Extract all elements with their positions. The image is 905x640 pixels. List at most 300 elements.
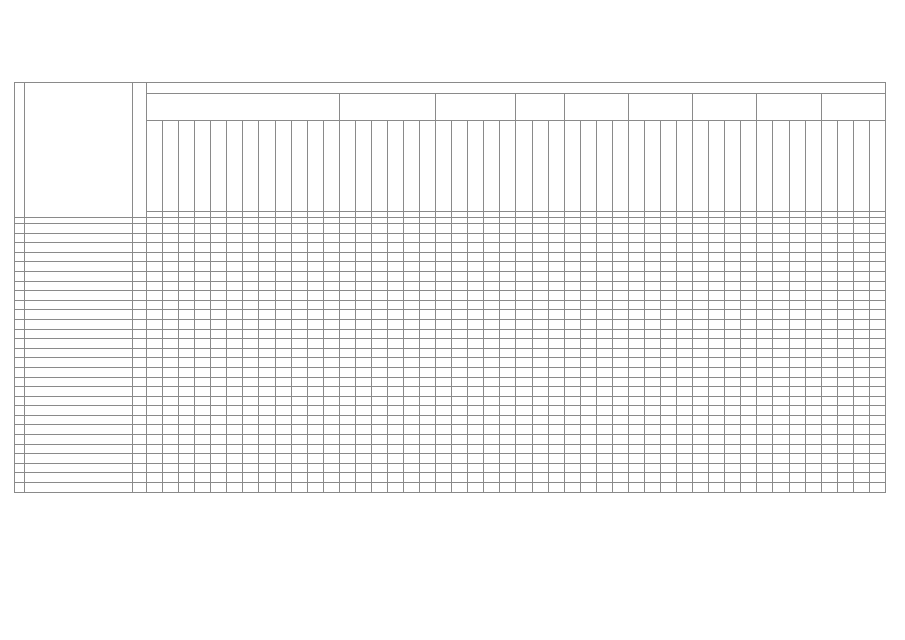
table-cell [339, 224, 355, 234]
table-cell [564, 473, 580, 483]
table-cell [548, 310, 564, 320]
table-cell [757, 281, 773, 291]
table-cell [677, 444, 693, 454]
row-code [133, 387, 147, 397]
table-cell [693, 262, 709, 272]
table-cell [837, 329, 853, 339]
table-cell [404, 262, 420, 272]
table-cell [821, 473, 837, 483]
table-cell [869, 224, 885, 234]
table-cell [500, 291, 516, 301]
table-cell [339, 367, 355, 377]
table-cell [693, 291, 709, 301]
column-header [741, 121, 757, 212]
table-cell [436, 281, 452, 291]
table-cell [452, 348, 468, 358]
table-cell [307, 310, 323, 320]
table-cell [195, 319, 211, 329]
table-cell [580, 435, 596, 445]
table-cell [179, 310, 195, 320]
table-cell [387, 358, 403, 368]
table-cell [805, 435, 821, 445]
table-cell [275, 348, 291, 358]
row-label [25, 281, 133, 291]
table-cell [644, 377, 660, 387]
table-cell [709, 329, 725, 339]
table-cell [693, 348, 709, 358]
table-cell [404, 387, 420, 397]
table-cell [404, 367, 420, 377]
table-cell [821, 483, 837, 493]
table-cell [612, 281, 628, 291]
table-cell [323, 463, 339, 473]
table-cell [596, 252, 612, 262]
table-cell [821, 243, 837, 253]
table-cell [147, 291, 163, 301]
table-cell [612, 425, 628, 435]
table-cell [661, 377, 677, 387]
table-cell [243, 396, 259, 406]
table-cell [564, 387, 580, 397]
table-cell [452, 463, 468, 473]
row-code [133, 415, 147, 425]
table-cell [869, 425, 885, 435]
table-cell [644, 367, 660, 377]
table-cell [709, 415, 725, 425]
table-cell [869, 329, 885, 339]
table-cell [564, 300, 580, 310]
table-cell [307, 252, 323, 262]
table-cell [564, 252, 580, 262]
table-cell [805, 348, 821, 358]
table-cell [789, 454, 805, 464]
table-cell [773, 435, 789, 445]
table-cell [596, 348, 612, 358]
table-cell [709, 367, 725, 377]
column-header [580, 121, 596, 212]
table-cell [580, 367, 596, 377]
table-cell [677, 367, 693, 377]
table-cell [291, 300, 307, 310]
table-cell [741, 367, 757, 377]
table-cell [644, 425, 660, 435]
row-label [25, 271, 133, 281]
table-cell [307, 262, 323, 272]
table-cell [725, 348, 741, 358]
table-cell [243, 367, 259, 377]
table-cell [789, 252, 805, 262]
table-cell [436, 463, 452, 473]
table-cell [387, 233, 403, 243]
data-table [14, 82, 886, 493]
table-cell [227, 377, 243, 387]
table-cell [564, 396, 580, 406]
table-cell [709, 348, 725, 358]
table-cell [821, 262, 837, 272]
table-cell [500, 415, 516, 425]
table-cell [323, 483, 339, 493]
table-cell [500, 425, 516, 435]
table-cell [307, 271, 323, 281]
column-header [387, 121, 403, 212]
table-cell [564, 224, 580, 234]
table-cell [339, 435, 355, 445]
table-cell [789, 358, 805, 368]
table-cell [195, 233, 211, 243]
table-cell [484, 444, 500, 454]
table-cell [564, 339, 580, 349]
table-cell [339, 252, 355, 262]
table-cell [725, 367, 741, 377]
table-cell [837, 358, 853, 368]
table-cell [580, 310, 596, 320]
table-cell [869, 291, 885, 301]
table-cell [243, 291, 259, 301]
table-cell [291, 224, 307, 234]
table-cell [644, 358, 660, 368]
table-cell [869, 463, 885, 473]
table-cell [516, 271, 532, 281]
table-cell [500, 252, 516, 262]
table-row [15, 224, 886, 234]
table-cell [211, 252, 227, 262]
table-cell [211, 339, 227, 349]
table-cell [468, 329, 484, 339]
table-cell [468, 377, 484, 387]
table-cell [420, 252, 436, 262]
table-cell [580, 406, 596, 416]
table-cell [484, 454, 500, 464]
table-cell [468, 252, 484, 262]
table-cell [179, 444, 195, 454]
table-cell [195, 483, 211, 493]
table-cell [339, 358, 355, 368]
table-cell [163, 329, 179, 339]
table-cell [179, 435, 195, 445]
table-cell [516, 233, 532, 243]
table-cell [628, 348, 644, 358]
table-cell [628, 271, 644, 281]
table-cell [612, 358, 628, 368]
table-cell [757, 339, 773, 349]
table-cell [773, 367, 789, 377]
table-cell [757, 425, 773, 435]
table-cell [837, 339, 853, 349]
table-cell [323, 329, 339, 339]
table-cell [709, 243, 725, 253]
table-cell [275, 415, 291, 425]
table-cell [307, 454, 323, 464]
table-cell [339, 300, 355, 310]
table-cell [468, 387, 484, 397]
table-cell [371, 291, 387, 301]
column-header [661, 121, 677, 212]
row-label [25, 319, 133, 329]
table-cell [821, 358, 837, 368]
table-cell [468, 262, 484, 272]
table-cell [741, 348, 757, 358]
table-cell [628, 473, 644, 483]
row-code [133, 300, 147, 310]
table-cell [548, 406, 564, 416]
table-cell [355, 377, 371, 387]
table-cell [596, 387, 612, 397]
table-cell [773, 300, 789, 310]
column-header [147, 121, 163, 212]
table-cell [452, 329, 468, 339]
table-cell [709, 454, 725, 464]
row-code [133, 454, 147, 464]
table-cell [644, 444, 660, 454]
table-cell [789, 348, 805, 358]
table-cell [371, 348, 387, 358]
table-cell [452, 425, 468, 435]
table-cell [677, 425, 693, 435]
table-cell [789, 339, 805, 349]
table-cell [661, 319, 677, 329]
table-cell [661, 435, 677, 445]
table-cell [195, 329, 211, 339]
table-cell [757, 387, 773, 397]
table-cell [532, 224, 548, 234]
row-number [15, 252, 25, 262]
table-cell [484, 271, 500, 281]
table-cell [227, 463, 243, 473]
table-cell [339, 243, 355, 253]
table-cell [339, 281, 355, 291]
table-cell [757, 463, 773, 473]
table-cell [693, 252, 709, 262]
column-header [163, 121, 179, 212]
table-cell [179, 463, 195, 473]
table-cell [837, 444, 853, 454]
table-cell [821, 300, 837, 310]
table-cell [564, 463, 580, 473]
table-cell [259, 233, 275, 243]
table-cell [612, 483, 628, 493]
table-cell [323, 406, 339, 416]
table-cell [275, 396, 291, 406]
table-cell [548, 224, 564, 234]
table-cell [580, 300, 596, 310]
row-code [133, 367, 147, 377]
table-cell [387, 348, 403, 358]
table-cell [163, 262, 179, 272]
table-cell [805, 406, 821, 416]
table-cell [179, 358, 195, 368]
table-cell [259, 358, 275, 368]
table-cell [677, 233, 693, 243]
column-header [821, 121, 837, 212]
table-cell [773, 262, 789, 272]
column-header [307, 121, 323, 212]
table-cell [709, 483, 725, 493]
table-cell [628, 300, 644, 310]
table-cell [661, 224, 677, 234]
row-code [133, 348, 147, 358]
table-cell [195, 454, 211, 464]
table-cell [211, 473, 227, 483]
table-cell [661, 463, 677, 473]
table-cell [259, 262, 275, 272]
table-cell [580, 463, 596, 473]
table-cell [147, 243, 163, 253]
table-cell [355, 387, 371, 397]
table-cell [452, 262, 468, 272]
table-cell [532, 377, 548, 387]
table-cell [837, 243, 853, 253]
table-cell [147, 281, 163, 291]
table-cell [307, 444, 323, 454]
header-section [757, 94, 821, 121]
table-cell [211, 281, 227, 291]
table-cell [821, 348, 837, 358]
table-cell [773, 233, 789, 243]
table-cell [404, 435, 420, 445]
table-cell [371, 358, 387, 368]
table-cell [468, 396, 484, 406]
table-cell [179, 224, 195, 234]
table-cell [387, 310, 403, 320]
table-cell [516, 358, 532, 368]
table-cell [452, 387, 468, 397]
table-cell [355, 444, 371, 454]
table-cell [564, 406, 580, 416]
table-cell [516, 367, 532, 377]
table-cell [773, 281, 789, 291]
table-cell [355, 243, 371, 253]
row-number [15, 454, 25, 464]
table-cell [387, 396, 403, 406]
table-cell [452, 310, 468, 320]
table-cell [195, 348, 211, 358]
table-cell [355, 396, 371, 406]
table-cell [853, 300, 869, 310]
table-cell [291, 415, 307, 425]
table-cell [404, 377, 420, 387]
table-cell [821, 406, 837, 416]
table-cell [484, 348, 500, 358]
table-cell [661, 329, 677, 339]
table-cell [371, 387, 387, 397]
table-cell [468, 243, 484, 253]
table-cell [612, 319, 628, 329]
table-cell [243, 406, 259, 416]
table-cell [291, 339, 307, 349]
table-row [15, 483, 886, 493]
table-cell [773, 406, 789, 416]
table-cell [291, 444, 307, 454]
table-cell [339, 444, 355, 454]
table-cell [436, 396, 452, 406]
table-cell [853, 473, 869, 483]
table-cell [596, 329, 612, 339]
table-cell [147, 415, 163, 425]
table-cell [195, 271, 211, 281]
table-cell [853, 224, 869, 234]
table-cell [163, 483, 179, 493]
table-cell [355, 473, 371, 483]
table-cell [821, 396, 837, 406]
table-cell [243, 435, 259, 445]
table-cell [307, 367, 323, 377]
table-cell [661, 300, 677, 310]
table-cell [452, 367, 468, 377]
table-cell [757, 406, 773, 416]
table-cell [339, 415, 355, 425]
table-cell [195, 444, 211, 454]
table-cell [773, 483, 789, 493]
table-cell [259, 444, 275, 454]
table-cell [436, 473, 452, 483]
table-cell [612, 454, 628, 464]
table-cell [612, 233, 628, 243]
table-cell [805, 377, 821, 387]
table-cell [516, 396, 532, 406]
table-cell [195, 300, 211, 310]
column-header [773, 121, 789, 212]
table-cell [725, 329, 741, 339]
table-cell [757, 300, 773, 310]
table-cell [548, 281, 564, 291]
table-cell [532, 425, 548, 435]
table-cell [596, 358, 612, 368]
table-cell [516, 387, 532, 397]
table-cell [163, 300, 179, 310]
table-cell [468, 444, 484, 454]
table-cell [789, 406, 805, 416]
table-cell [355, 262, 371, 272]
table-cell [468, 435, 484, 445]
table-cell [661, 358, 677, 368]
table-cell [612, 339, 628, 349]
table-cell [387, 300, 403, 310]
row-number [15, 444, 25, 454]
table-cell [371, 415, 387, 425]
table-cell [516, 425, 532, 435]
table-cell [404, 252, 420, 262]
table-cell [532, 406, 548, 416]
row-code [133, 291, 147, 301]
table-cell [532, 281, 548, 291]
table-cell [195, 358, 211, 368]
table-cell [163, 233, 179, 243]
table-cell [436, 387, 452, 397]
table-cell [661, 454, 677, 464]
table-cell [821, 367, 837, 377]
table-cell [532, 435, 548, 445]
table-cell [612, 252, 628, 262]
row-code [133, 425, 147, 435]
table-cell [195, 377, 211, 387]
table-cell [532, 291, 548, 301]
table-cell [484, 339, 500, 349]
column-header [548, 121, 564, 212]
table-cell [355, 454, 371, 464]
table-cell [147, 300, 163, 310]
row-label [25, 252, 133, 262]
table-cell [661, 252, 677, 262]
table-cell [725, 252, 741, 262]
table-cell [564, 233, 580, 243]
table-cell [163, 415, 179, 425]
table-cell [500, 377, 516, 387]
table-cell [580, 319, 596, 329]
table-cell [468, 271, 484, 281]
table-cell [147, 483, 163, 493]
table-cell [773, 348, 789, 358]
table-cell [741, 444, 757, 454]
